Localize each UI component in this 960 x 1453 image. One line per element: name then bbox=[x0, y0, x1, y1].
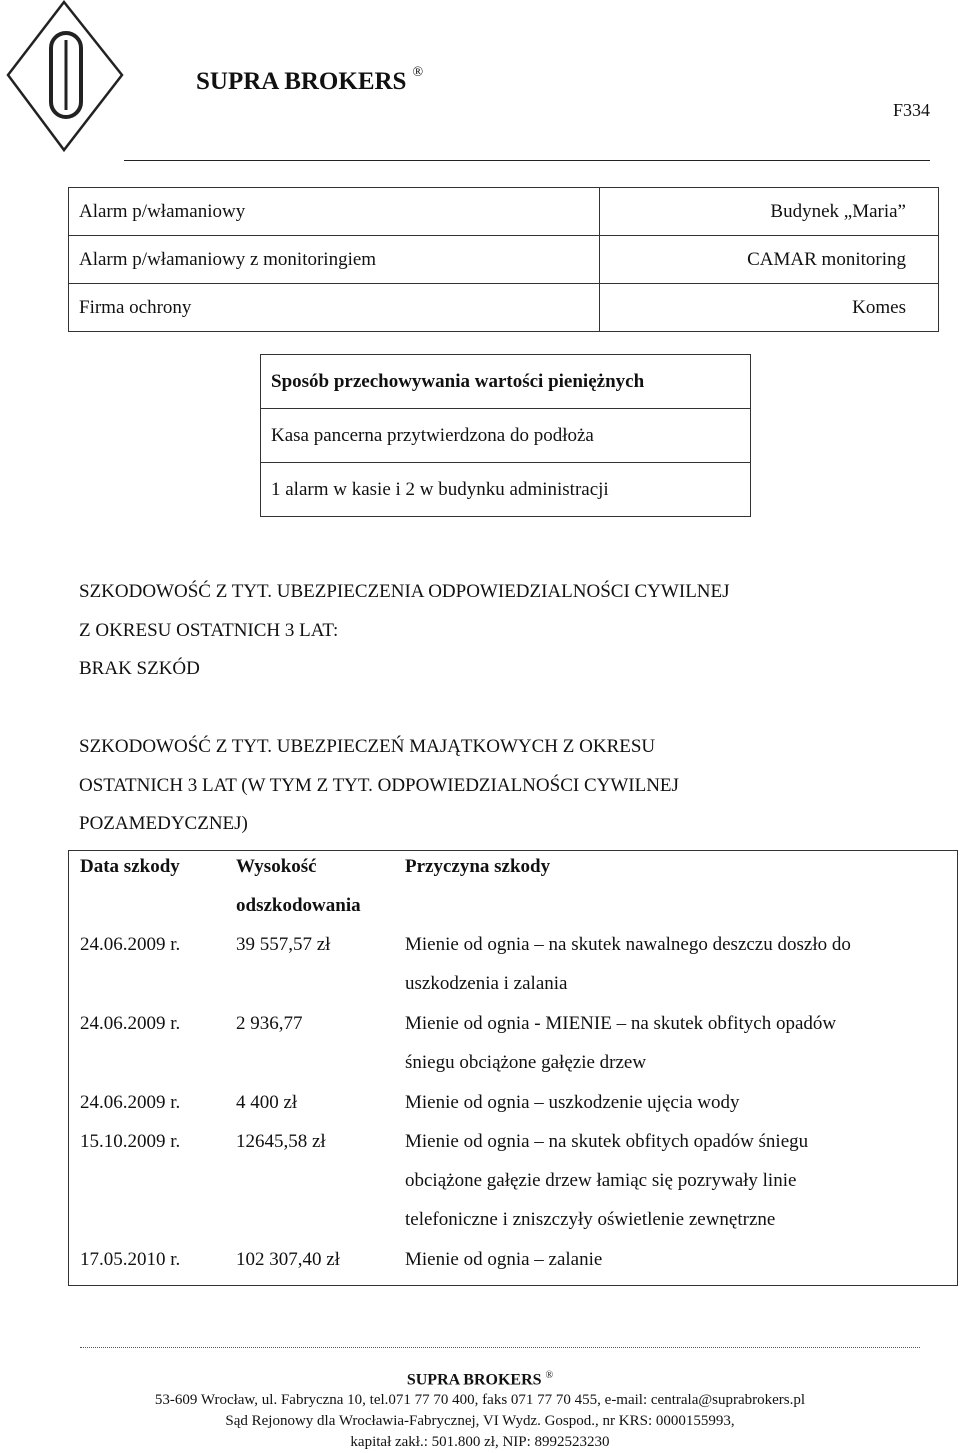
table-row bbox=[69, 188, 939, 236]
column-header-amount-line: odszkodowania bbox=[236, 895, 361, 916]
liability-claims-section bbox=[79, 573, 939, 689]
cash-storage-heading: Sposób przechowywania wartości pieniężnych bbox=[261, 355, 751, 409]
claim-cause-line: Mienie od ognia – na skutek obfitych opadów śniegu bbox=[405, 1131, 809, 1152]
security-value: CAMAR monitoring bbox=[600, 236, 939, 284]
table-row bbox=[261, 355, 751, 409]
table-row bbox=[261, 463, 751, 517]
security-value: Komes bbox=[600, 284, 939, 332]
claim-amount: 102 307,40 zł bbox=[236, 1249, 340, 1270]
cash-storage-item: Kasa pancerna przytwierdzona do podłoża bbox=[261, 409, 751, 463]
claim-cause-line: Mienie od ognia – zalanie bbox=[405, 1249, 603, 1270]
security-table bbox=[68, 187, 939, 332]
claim-date: 24.06.2009 r. bbox=[80, 1013, 181, 1034]
claims-table bbox=[68, 850, 958, 1286]
claim-date: 24.06.2009 r. bbox=[80, 1092, 181, 1113]
claim-cause-line: Mienie od ognia – na skutek nawalnego deszczu doszło do bbox=[405, 934, 851, 955]
cash-storage-item: 1 alarm w kasie i 2 w budynku administracji bbox=[261, 463, 751, 517]
claim-date: 17.05.2010 r. bbox=[80, 1249, 181, 1270]
column-header-amount-line: Wysokość bbox=[236, 856, 317, 877]
header-divider bbox=[124, 160, 930, 161]
section-heading-line: OSTATNICH 3 LAT (W TYM Z TYT. ODPOWIEDZIALNOŚCI CYWILNEJ bbox=[79, 774, 679, 796]
property-claims-section bbox=[79, 728, 939, 844]
claim-cause bbox=[405, 1004, 945, 1082]
brand-name bbox=[196, 64, 424, 96]
column-header-cause: Przyczyna szkody bbox=[405, 856, 551, 877]
claim-cause bbox=[405, 1240, 945, 1279]
section-heading-line: SZKODOWOŚĆ Z TYT. UBEZPIECZEŃ MAJĄTKOWYCH Z OKRESU bbox=[79, 736, 656, 757]
section-value: BRAK SZKÓD bbox=[79, 658, 200, 679]
footer-brand bbox=[0, 1365, 960, 1390]
footer-address: 53-609 Wrocław, ul. Fabryczna 10, tel.071 77 70 400, faks 071 77 70 455, e-mail: centrala@suprabrokers.pl bbox=[154, 1392, 806, 1409]
table-row bbox=[69, 284, 939, 332]
security-label: Alarm p/włamaniowy z monitoringiem bbox=[69, 236, 600, 284]
column-header-date: Data szkody bbox=[80, 856, 180, 877]
footer-divider bbox=[80, 1347, 920, 1348]
section-heading-line: Z OKRESU OSTATNICH 3 LAT: bbox=[79, 619, 339, 641]
security-label: Alarm p/włamaniowy bbox=[69, 188, 600, 236]
footer-capital: kapitał zakł.: 501.800 zł, NIP: 8992523230 bbox=[350, 1434, 610, 1451]
claim-cause-line: Mienie od ognia – uszkodzenie ujęcia wody bbox=[405, 1092, 740, 1113]
registered-mark: ® bbox=[545, 1370, 554, 1381]
footer bbox=[0, 1365, 960, 1453]
claim-amount: 39 557,57 zł bbox=[236, 934, 331, 955]
claim-cause-line: śniegu obciążone gałęzie drzew bbox=[405, 1052, 647, 1073]
claim-cause-line: uszkodzenia i zalania bbox=[405, 973, 568, 994]
logo-icon bbox=[4, 0, 134, 160]
table-row bbox=[261, 409, 751, 463]
footer-brand-text: SUPRA BROKERS bbox=[406, 1371, 542, 1389]
section-heading-line: SZKODOWOŚĆ Z TYT. UBEZPIECZENIA ODPOWIEDZIALNOŚCI CYWILNEJ bbox=[79, 581, 730, 602]
claim-amount: 4 400 zł bbox=[236, 1092, 298, 1113]
claim-cause bbox=[405, 1122, 945, 1239]
claim-cause bbox=[405, 1083, 945, 1122]
claim-cause-line: Mienie od ognia - MIENIE – na skutek obfitych opadów bbox=[405, 1013, 837, 1034]
section-heading-line: POZAMEDYCZNEJ) bbox=[79, 813, 248, 834]
claim-amount: 12645,58 zł bbox=[236, 1131, 326, 1152]
security-value: Budynek „Maria” bbox=[600, 188, 939, 236]
registered-mark: ® bbox=[412, 64, 424, 80]
claim-cause-line: telefoniczne i zniszczyły oświetlenie zewnętrzne bbox=[405, 1209, 776, 1230]
security-label: Firma ochrony bbox=[69, 284, 600, 332]
claim-date: 24.06.2009 r. bbox=[80, 934, 181, 955]
document-code: F334 bbox=[892, 100, 930, 120]
footer-court: Sąd Rejonowy dla Wrocławia-Fabrycznej, VI Wydz. Gospod., nr KRS: 0000155993, bbox=[225, 1413, 735, 1430]
table-row bbox=[69, 236, 939, 284]
claim-date: 15.10.2009 r. bbox=[80, 1131, 181, 1152]
column-header-amount bbox=[236, 847, 396, 925]
brand-text: SUPRA BROKERS bbox=[196, 68, 407, 95]
cash-storage-table bbox=[260, 354, 751, 517]
claim-amount: 2 936,77 bbox=[236, 1013, 303, 1034]
claim-cause bbox=[405, 925, 945, 1003]
claim-cause-line: obciążone gałęzie drzew łamiąc się pozrywały linie bbox=[405, 1170, 797, 1191]
